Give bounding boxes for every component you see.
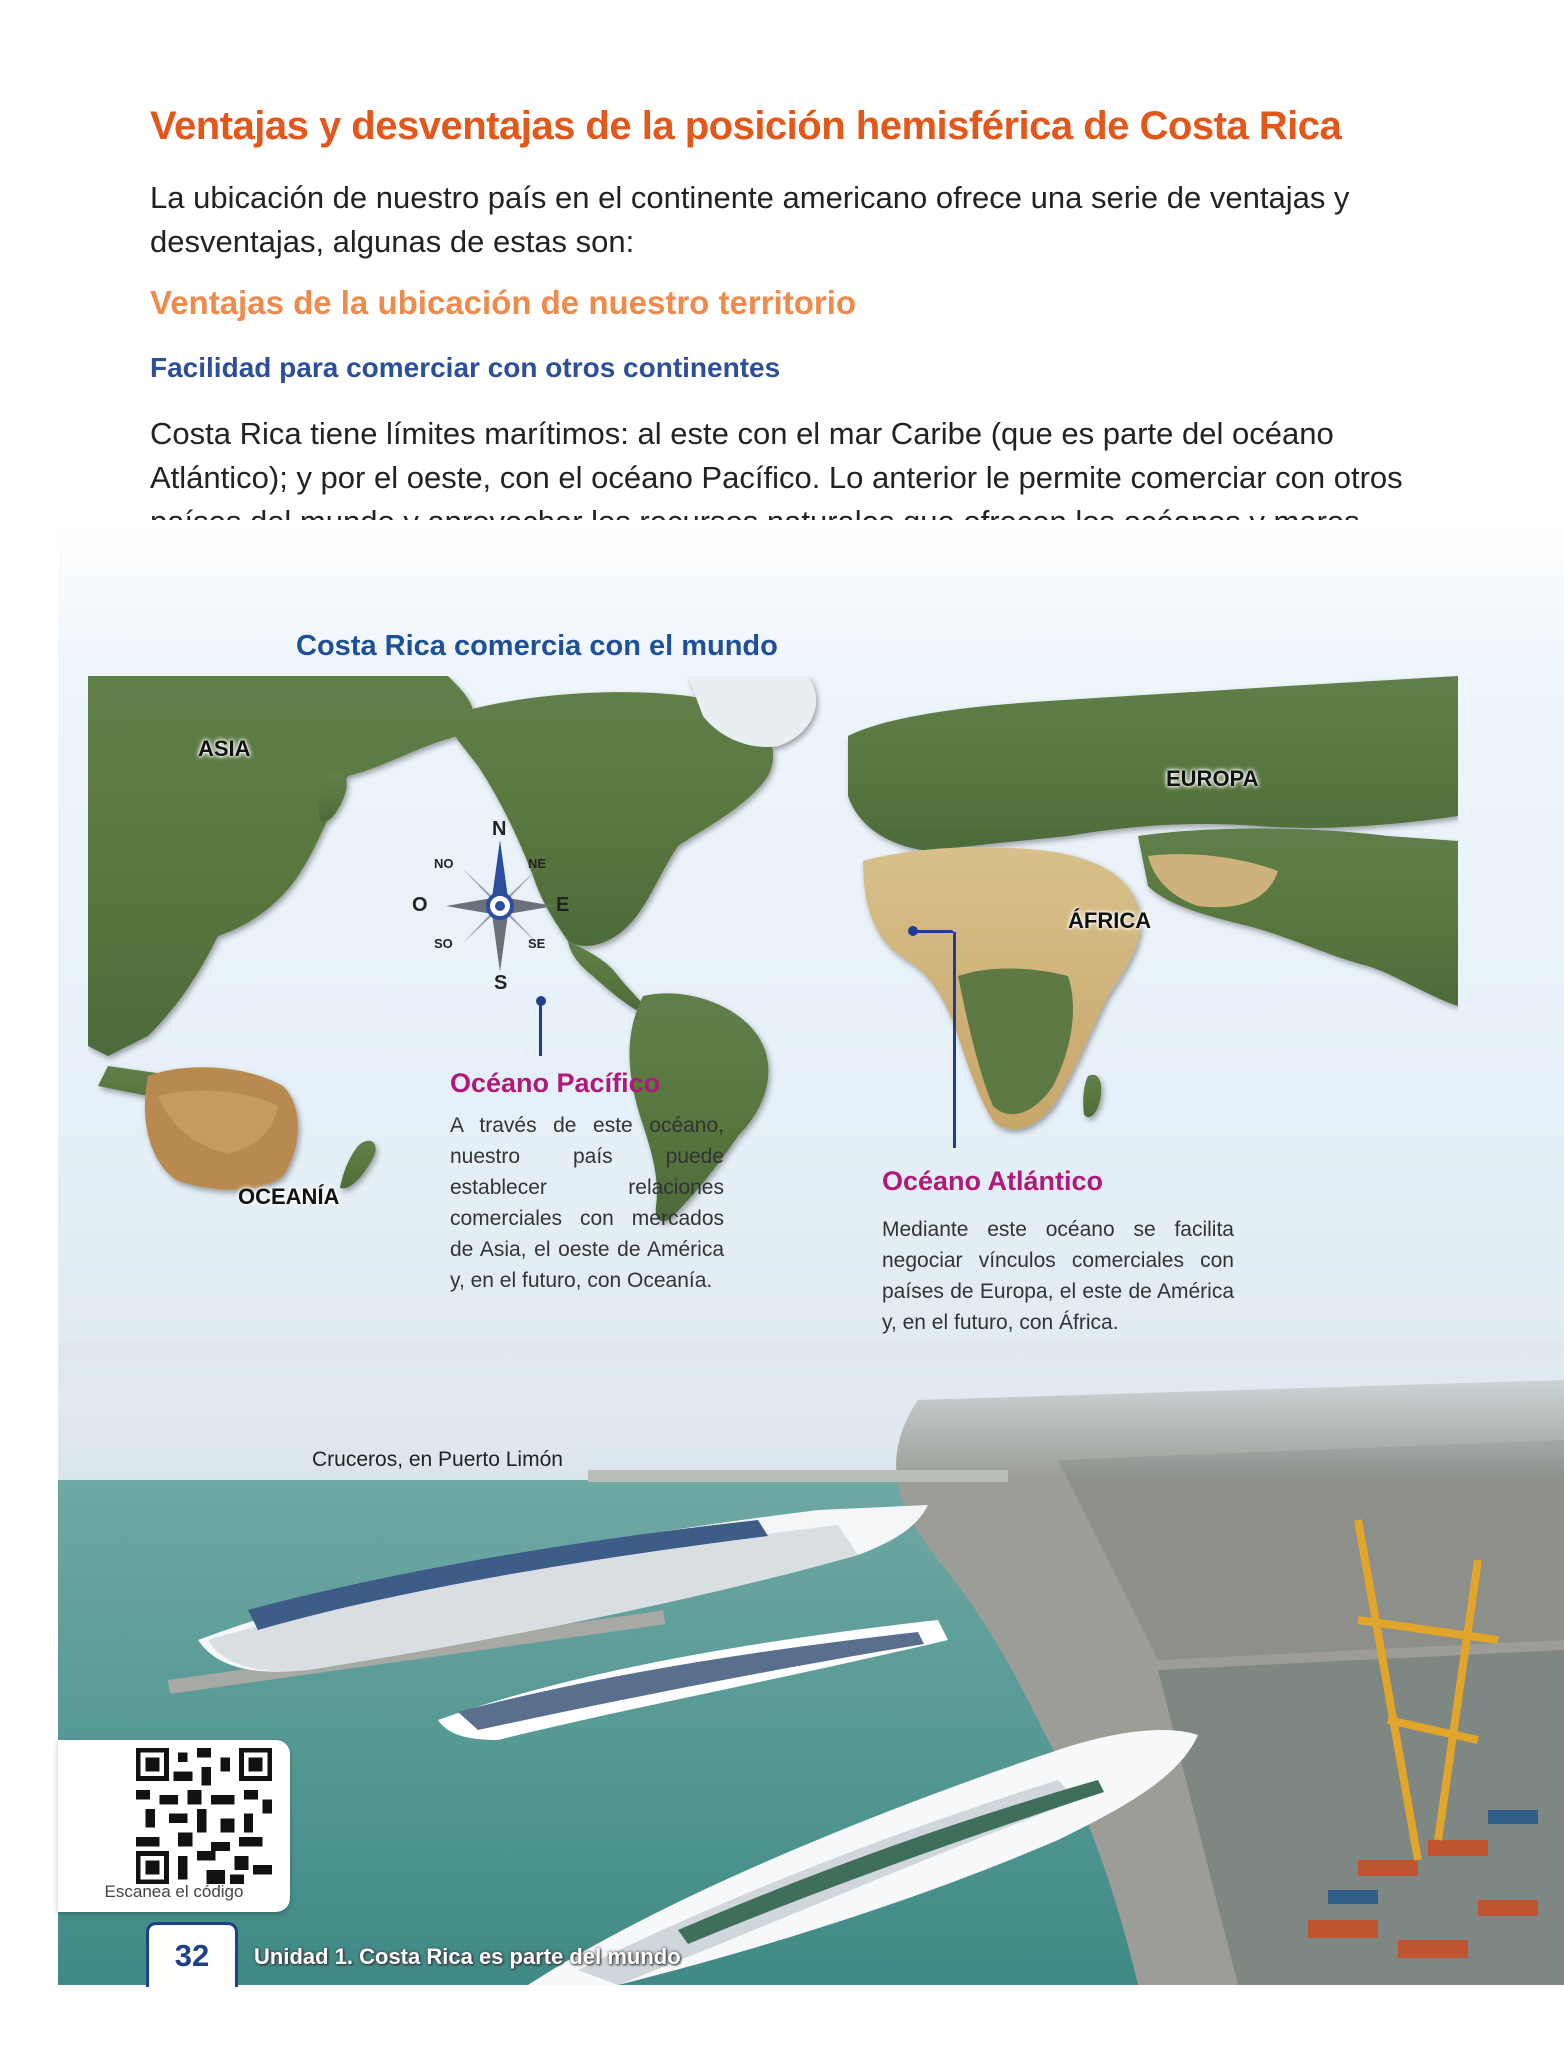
page-title: Ventajas y desventajas de la posición hemisférica de Costa Rica xyxy=(150,104,1342,148)
compass-rose xyxy=(412,818,580,994)
europe-landmass xyxy=(848,676,1458,851)
label-africa: ÁFRICA xyxy=(1068,908,1152,933)
section-subsubtitle: Facilidad para comerciar con otros continentes xyxy=(150,352,781,383)
pacific-title: Océano Pacífico xyxy=(450,1068,661,1098)
bottom-margin xyxy=(0,1985,1564,2048)
section-subtitle: Ventajas de la ubicación de nuestro territorio xyxy=(150,284,857,321)
compass-o: O xyxy=(412,894,428,916)
compass-n: N xyxy=(492,818,507,840)
madagascar xyxy=(1083,1075,1101,1117)
intro-paragraph: La ubicación de nuestro país en el continente americano ofrece una serie de ventajas y desventajas, algunas de estas son: xyxy=(150,180,1350,259)
pacific-text: A través de este océano, nuestro país puede establecer relaciones comerciales con mercados de Asia, el oeste de América y, en el futuro, con Oceanía. xyxy=(450,1114,724,1292)
compass-s: S xyxy=(494,972,508,994)
new-zealand xyxy=(340,1141,376,1189)
atlantic-connector-line-v xyxy=(953,932,956,1148)
label-europa: EUROPA xyxy=(1166,766,1259,791)
label-oceania: OCEANÍA xyxy=(238,1184,340,1209)
body-paragraph: Costa Rica tiene límites marítimos: al este con el mar Caribe (que es parte del océano Atlántico); y por el oeste, con el océano Pacífico. Lo anterior le permite comerciar con otros xyxy=(150,416,1403,495)
atlantic-connector-line-h xyxy=(914,930,954,933)
asia-landmass xyxy=(88,676,473,1056)
compass-ne: NE xyxy=(528,856,547,871)
page-number-box xyxy=(146,1922,238,1987)
unit-title: Unidad 1. Costa Rica es parte del mundo xyxy=(254,1944,681,1969)
atlantic-text: Mediante este océano se facilita negociar vínculos comerciales con países de Europa, el este de América y, en el futuro, con África. xyxy=(882,1218,1234,1334)
compass-e: E xyxy=(556,894,570,916)
photo-caption: Cruceros, en Puerto Limón xyxy=(312,1448,563,1471)
atlantic-title: Océano Atlántico xyxy=(882,1166,1104,1196)
qr-caption: Escanea el código xyxy=(104,1882,244,1901)
map-title: Costa Rica comercia con el mundo xyxy=(296,630,778,662)
world-map xyxy=(88,676,1458,1236)
label-asia: ASIA xyxy=(198,736,251,761)
page-number: 32 xyxy=(174,1938,210,1973)
compass-so: SO xyxy=(434,936,453,951)
compass-se: SE xyxy=(528,936,546,951)
pacific-connector-line xyxy=(539,1000,542,1056)
qr-code-icon[interactable] xyxy=(136,1748,272,1884)
compass-no: NO xyxy=(434,856,454,871)
